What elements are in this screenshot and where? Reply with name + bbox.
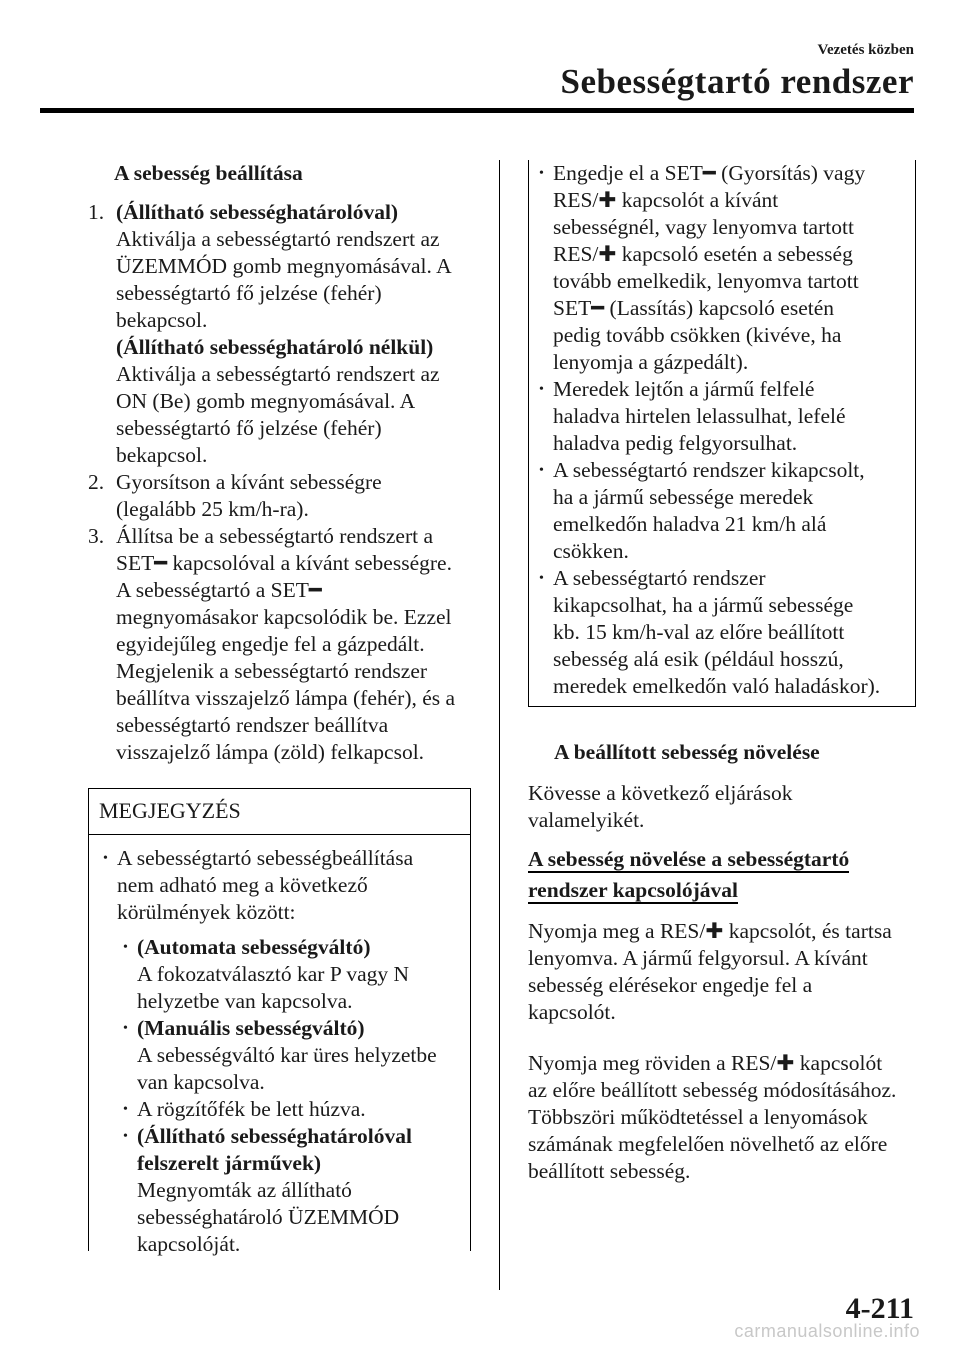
- note-item-line: emelkedőn haladva 21 km/h alá: [553, 512, 827, 536]
- step-text-line: ON (Be) gomb megnyomásával. A: [116, 389, 416, 413]
- note-item-line: A rögzítőfék be lett húzva.: [137, 1097, 366, 1121]
- note-title: MEGJEGYZÉS: [89, 789, 470, 835]
- note-item-line: sebességhatároló ÜZEMMÓD: [137, 1205, 400, 1229]
- step-item: [88, 469, 473, 523]
- header-rule: [40, 108, 914, 113]
- step-text-line: (Állítható sebességhatárolóval): [116, 200, 399, 224]
- paragraph-line: az előre beállított sebesség módosításához.: [528, 1078, 897, 1102]
- left-column: [88, 160, 473, 1256]
- note-item-line: A sebességváltó kar üres helyzetbe: [137, 1043, 437, 1067]
- note-item: [121, 934, 462, 1015]
- step-text-line: A sebességtartó a SET━: [116, 578, 322, 602]
- note-item-line: A sebességtartó rendszer: [553, 566, 766, 590]
- note-item-line: csökken.: [553, 539, 629, 563]
- note-item: [537, 160, 909, 376]
- paragraph-short-press: [528, 1050, 914, 1185]
- note-item: [537, 565, 909, 700]
- note-item-line: haladva hirtelen lelassulhat, lefelé: [553, 404, 846, 428]
- paragraph-line: Többszöri működtetéssel a lenyomások: [528, 1105, 868, 1129]
- paragraph-line: beállított sebesség.: [528, 1159, 691, 1183]
- note-item: [121, 1096, 462, 1123]
- note-item-line: (Állítható sebességhatárolóval: [137, 1124, 412, 1148]
- note-item: [121, 1123, 462, 1258]
- note-item-line: (Automata sebességváltó): [137, 935, 371, 959]
- step-text-line: ÜZEMMÓD gomb megnyomásával. A: [116, 254, 452, 278]
- subheading-underlined: [528, 846, 914, 904]
- step-item: [88, 199, 473, 469]
- step-number: 1.: [88, 200, 105, 224]
- note-intro-line: A sebességtartó sebességbeállítása: [117, 846, 414, 870]
- intro-line: Kövesse a következő eljárások: [528, 781, 793, 805]
- note-intro: [101, 845, 462, 926]
- note-item: [537, 376, 909, 457]
- step-text-line: bekapcsol.: [116, 443, 208, 467]
- note-intro-line: körülmények között:: [117, 900, 296, 924]
- step-text-line: sebességtartó rendszer beállítva: [116, 713, 389, 737]
- step-text-line: sebességtartó fő jelzése (fehér): [116, 281, 382, 305]
- step-text-line: Gyorsítson a kívánt sebességre: [116, 470, 382, 494]
- bullet-icon: •: [539, 166, 544, 181]
- step-text-line: Állítsa be a sebességtartó rendszert a: [116, 524, 433, 548]
- running-header-section: Vezetés közben: [817, 42, 914, 58]
- subheading-line: A sebesség növelése a sebességtartó: [528, 847, 850, 871]
- step-text-line: Aktiválja a sebességtartó rendszert az: [116, 227, 440, 251]
- step-text-line: bekapcsol.: [116, 308, 208, 332]
- section-heading: A sebesség beállítása: [114, 161, 303, 185]
- step-number: 3.: [88, 524, 105, 548]
- note-intro-line: nem adható meg a következő: [117, 873, 368, 897]
- bullet-icon: •: [123, 940, 128, 955]
- watermark: carmanualsonline.info: [734, 1321, 920, 1341]
- note-item-line: kikapcsolhat, ha a jármű sebessége: [553, 593, 854, 617]
- step-text-line: Aktiválja a sebességtartó rendszert az: [116, 362, 440, 386]
- note-item-line: kb. 15 km/h-val az előre beállított: [553, 620, 845, 644]
- step-text-line: egyidejűleg engedje fel a gázpedált.: [116, 632, 425, 656]
- subheading-line: rendszer kapcsolójával: [528, 878, 739, 902]
- note-item-line: Meredek lejtőn a jármű felfelé: [553, 377, 815, 401]
- bullet-icon: •: [103, 851, 108, 866]
- note-item-line: SET━ (Lassítás) kapcsoló esetén: [553, 296, 835, 320]
- note-item-line: van kapcsolva.: [137, 1070, 265, 1094]
- note-item: [537, 457, 909, 565]
- paragraph-hold: [528, 918, 914, 1026]
- right-column: [528, 160, 914, 1185]
- paragraph-line: lenyomva. A jármű felgyorsul. A kívánt: [528, 946, 868, 970]
- page-number: 4-211: [845, 1292, 914, 1325]
- note-item-line: Megnyomták az állítható: [137, 1178, 352, 1202]
- step-text-line: visszajelző lámpa (zöld) felkapcsol.: [116, 740, 425, 764]
- note-item-line: pedig tovább csökken (kivéve, ha: [553, 323, 842, 347]
- note-item-line: helyzetbe van kapcsolva.: [137, 989, 353, 1013]
- intro-line: valamelyikét.: [528, 808, 645, 832]
- note-item: [121, 1015, 462, 1096]
- step-text-line: (legalább 25 km/h-ra).: [116, 497, 309, 521]
- step-number: 2.: [88, 470, 105, 494]
- note-item-line: meredek emelkedőn való haladáskor).: [553, 674, 881, 698]
- paragraph-line: Nyomja meg a RES/✚ kapcsolót, és tartsa: [528, 919, 892, 943]
- step-text-line: SET━ kapcsolóval a kívánt sebességre.: [116, 551, 452, 575]
- bullet-icon: •: [123, 1102, 128, 1117]
- note-item-line: (Manuális sebességváltó): [137, 1016, 365, 1040]
- note-item-line: RES/✚ kapcsolót a kívánt: [553, 188, 779, 212]
- step-text-line: beállítva visszajelző lámpa (fehér), és a: [116, 686, 456, 710]
- note-item-line: ha a jármű sebessége meredek: [553, 485, 814, 509]
- note-item-line: haladva pedig felgyorsulhat.: [553, 431, 798, 455]
- note-box: [88, 788, 471, 1256]
- paragraph-line: Nyomja meg röviden a RES/✚ kapcsolót: [528, 1051, 883, 1075]
- section-heading-increase: A beállított sebesség növelése: [554, 740, 820, 764]
- note-item-line: A sebességtartó rendszer kikapcsolt,: [553, 458, 865, 482]
- note-item-line: RES/✚ kapcsoló esetén a sebesség: [553, 242, 853, 266]
- bullet-icon: •: [539, 463, 544, 478]
- note-continuation: [528, 160, 916, 707]
- note-item-line: felszerelt járművek): [137, 1151, 322, 1175]
- note-item-line: tovább emelkedik, lenyomva tartott: [553, 269, 859, 293]
- note-item-line: sebesség alá esik (például hosszú,: [553, 647, 844, 671]
- step-item: [88, 523, 473, 766]
- bullet-icon: •: [539, 571, 544, 586]
- paragraph-line: kapcsolót.: [528, 1000, 616, 1024]
- paragraph-line: számának megfelelően növelhető az előre: [528, 1132, 888, 1156]
- note-body: [89, 835, 470, 1258]
- note-item-line: Engedje el a SET━ (Gyorsítás) vagy: [553, 161, 866, 185]
- step-text-line: sebességtartó fő jelzése (fehér): [116, 416, 382, 440]
- step-text-line: megnyomásakor kapcsolódik be. Ezzel: [116, 605, 452, 629]
- bullet-icon: •: [123, 1129, 128, 1144]
- note-item-line: kapcsolóját.: [137, 1232, 241, 1256]
- note-item-line: sebességnél, vagy lenyomva tartott: [553, 215, 854, 239]
- intro-paragraph: [528, 780, 914, 834]
- paragraph-line: sebesség elérésekor engedje fel a: [528, 973, 813, 997]
- note-item-line: lenyomja a gázpedált).: [553, 350, 749, 374]
- steps-list: [88, 199, 473, 766]
- note-item-line: A fokozatválasztó kar P vagy N: [137, 962, 410, 986]
- bullet-icon: •: [123, 1021, 128, 1036]
- note-items: [121, 934, 462, 1258]
- step-text-line: Megjelenik a sebességtartó rendszer: [116, 659, 428, 683]
- bullet-icon: •: [539, 382, 544, 397]
- column-divider: [499, 160, 500, 1290]
- step-text-line: (Állítható sebességhatároló nélkül): [116, 335, 434, 359]
- page-title: Sebességtartó rendszer: [560, 62, 914, 101]
